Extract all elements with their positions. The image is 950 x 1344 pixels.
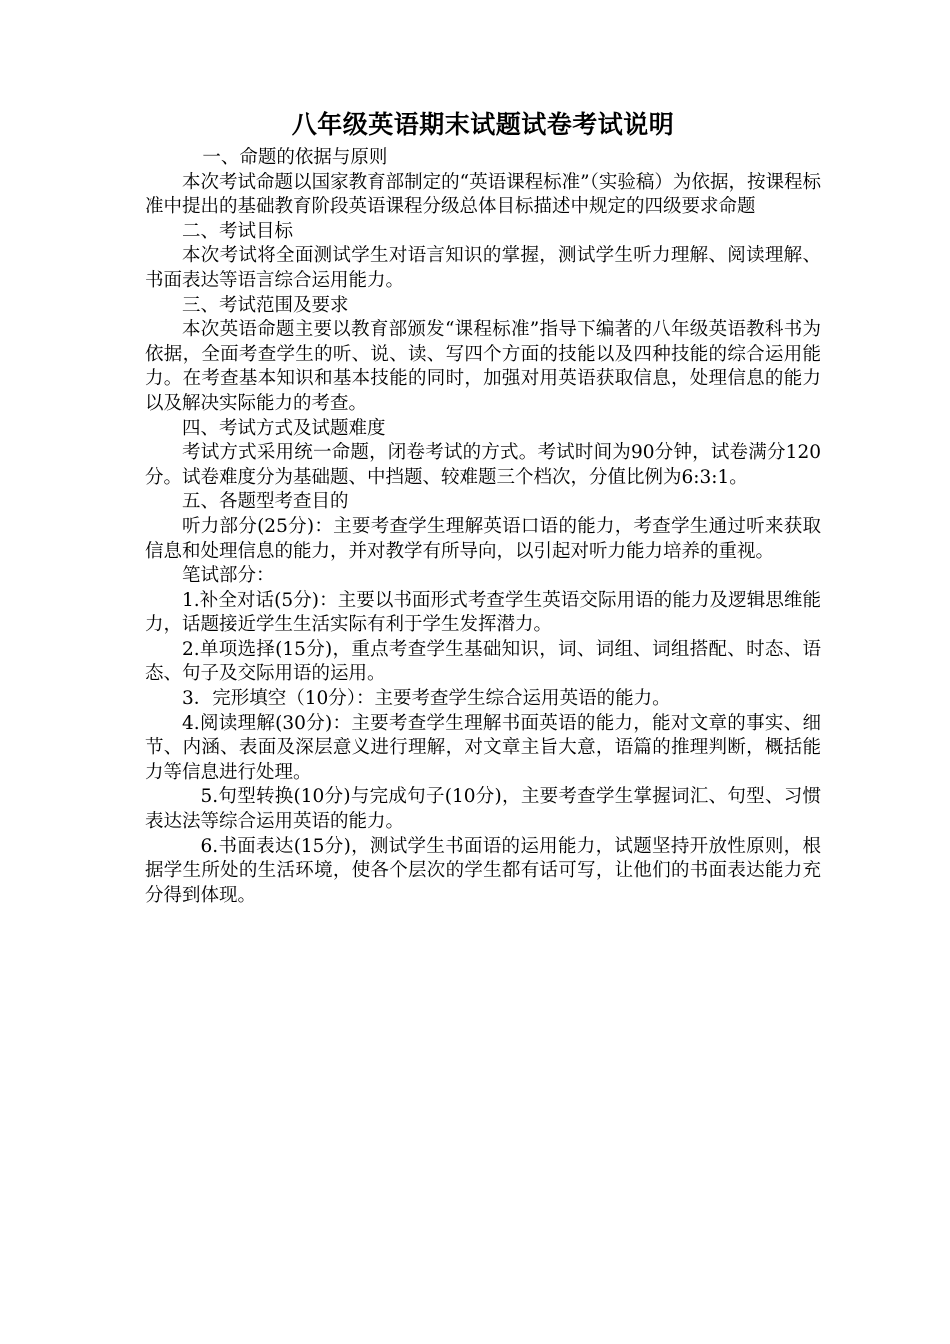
section-heading-3: 三、考试范围及要求 [182,294,349,316]
listening-paragraph: 听力部分(25分)：主要考查学生理解英语口语的能力，考查学生通过听来获取信息和处理信息的能力，并对教学有所导向，以引起对听力能力培养的重视。 [145,515,821,562]
section-paragraph-4: 考试方式采用统一命题，闭卷考试的方式。考试时间为90分钟，试卷满分120分。试卷难度分为基础题、中挡题、较难题三个档次，分值比例为6:3:1。 [145,442,821,488]
section-paragraph-2: 本次考试将全面测试学生对语言知识的掌握，测试学生听力理解、阅读理解、书面表达等语言综合运用能力。 [145,245,821,291]
section-heading-2: 二、考试目标 [182,220,294,242]
section-heading-5: 五、各题型考查目的 [182,491,349,513]
list-item-cloze: 3．完形填空（10分）：主要考查学生综合运用英语的能力。 [182,688,671,710]
list-item-writing: 6.书面表达(15分)，测试学生书面语的运用能力，试题坚持开放性原则，根据学生所处的生活环境，使各个层次的学生都有话可写，让他们的书面表达能力充分得到体现。 [145,835,821,906]
document-page [145,110,821,908]
section-heading-1: 一、命题的依据与原则 [202,147,388,168]
document-title: 八年级英语期末试题试卷考试说明 [291,110,675,139]
list-item-single-choice: 2.单项选择(15分)，重点考查学生基础知识，词、词组、词组搭配、时态、语态、句子及交际用语的运用。 [145,638,821,685]
written-part-label: 笔试部分： [182,565,275,587]
list-item-dialogue: 1.补全对话(5分)：主要以书面形式考查学生英语交际用语的能力及逻辑思维能力，话题接近学生生活实际有利于学生发挥潜力。 [145,589,821,636]
list-item-sentence-transform: 5.句型转换(10分)与完成句子(10分)，主要考查学生掌握词汇、句型、习惯表达法等综合运用英语的能力。 [145,786,821,833]
section-heading-4: 四、考试方式及试题难度 [182,417,386,439]
section-paragraph-1: 本次考试命题以国家教育部制定的“英语课程标准”（实验稿）为依据，按课程标准中提出的基础教育阶段英语课程分级总体目标描述中规定的四级要求命题 [145,171,821,218]
section-paragraph-3: 本次英语命题主要以教育部颁发“课程标准”指导下编著的八年级英语教科书为依据，全面考查学生的听、说、读、写四个方面的技能以及四种技能的综合运用能力。在考查基本知识和基本技能的同时，加强对用英语获取信息，处理信息的能力以及解决实际能力的考查。 [145,319,821,414]
list-item-reading: 4.阅读理解(30分)：主要考查学生理解书面英语的能力，能对文章的事实、细节、内涵、表面及深层意义进行理解，对文章主旨大意，语篇的推理判断，概括能力等信息进行处理。 [145,712,821,783]
